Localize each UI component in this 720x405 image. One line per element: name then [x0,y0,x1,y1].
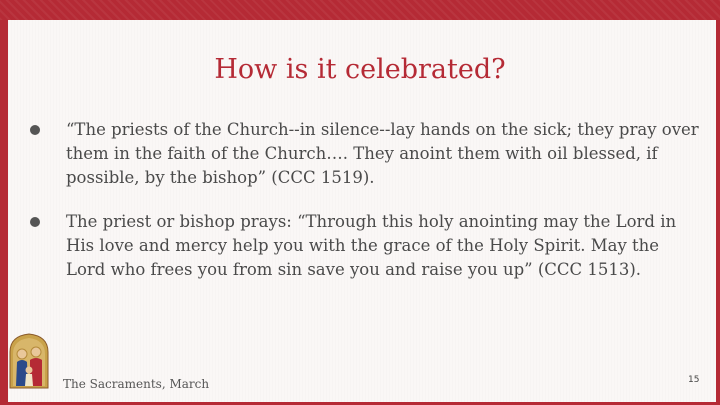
slide-title: How is it celebrated? [214,54,506,85]
bullet-icon [30,217,40,227]
bullet-icon [30,125,40,135]
bullet-text: “The priests of the Church--in silence--lay hands on the sick; they pray over them in the faith of the Church…. They anoint them with oil blessed, if possible, by the bishop” (CCC 1519). [66,120,699,187]
page-number: 15 [688,375,700,385]
bullet-text: The priest or bishop prays: “Through this holy anointing may the Lord in His love and mercy help you with the grace of the Holy Spirit. May the Lord who frees you from sin save you and raise you up” (CCC 1513). [66,212,677,279]
bullet-item [30,210,700,282]
holy-family-icon [6,330,52,390]
top-banner [0,0,720,20]
footer-text: The Sacraments, March [63,377,210,391]
bullet-item [30,118,700,190]
bullet-list [30,118,700,302]
